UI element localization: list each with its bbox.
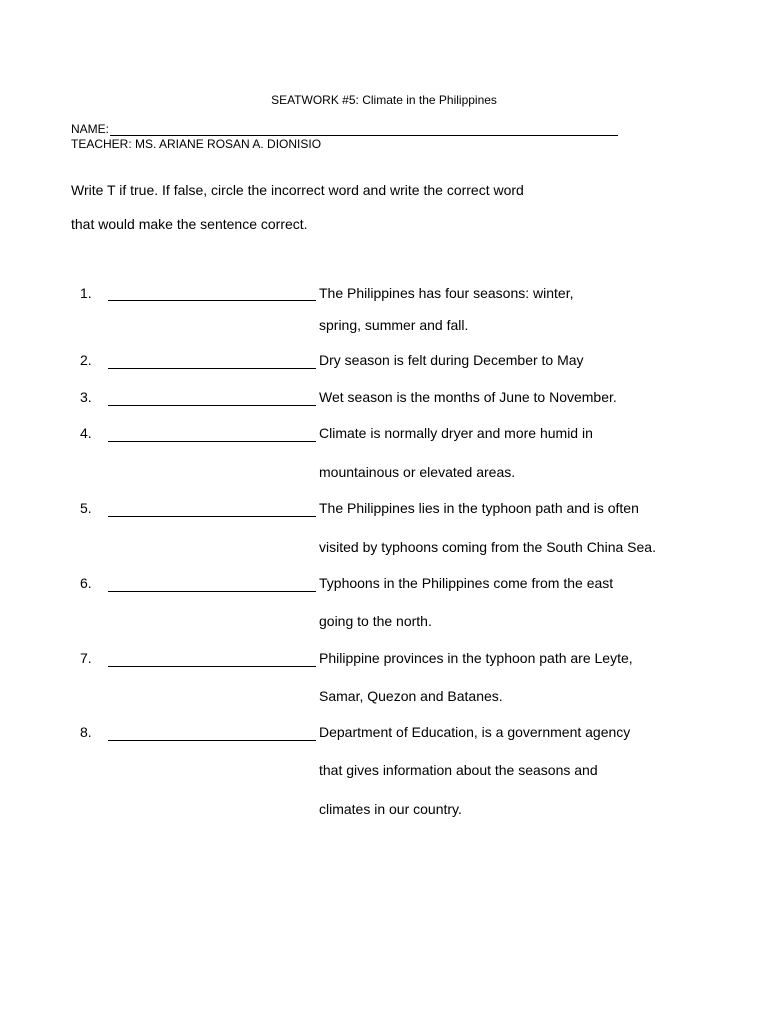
worksheet-title: SEATWORK #5: Climate in the Philippines xyxy=(271,93,497,107)
item-statement: Philippine provinces in the typhoon path are Leyte, xyxy=(319,650,633,666)
item-number: 7. xyxy=(80,650,92,666)
answer-blank[interactable] xyxy=(108,740,316,741)
answer-blank[interactable] xyxy=(108,666,316,667)
name-row xyxy=(71,123,618,136)
answer-blank[interactable] xyxy=(108,441,316,442)
item-number: 3. xyxy=(80,389,92,405)
item-statement: visited by typhoons coming from the South China Sea. xyxy=(319,539,656,555)
answer-blank[interactable] xyxy=(108,368,316,369)
item-number: 6. xyxy=(80,575,92,591)
answer-blank[interactable] xyxy=(108,591,316,592)
teacher-label: TEACHER: MS. ARIANE ROSAN A. DIONISIO xyxy=(71,137,322,151)
item-statement: mountainous or elevated areas. xyxy=(319,464,516,480)
answer-blank[interactable] xyxy=(108,300,316,301)
name-blank-line[interactable] xyxy=(110,124,618,136)
item-statement: Typhoons in the Philippines come from the east xyxy=(319,575,614,591)
item-statement: The Philippines lies in the typhoon path and is often xyxy=(319,500,639,516)
item-statement: that gives information about the seasons and xyxy=(319,762,598,778)
instructions-line-2: that would make the sentence correct. xyxy=(71,216,308,232)
item-statement: climates in our country. xyxy=(319,801,462,817)
item-number: 1. xyxy=(80,285,92,301)
item-number: 5. xyxy=(80,500,92,516)
instructions-line-1: Write T if true. If false, circle the incorrect word and write the correct word xyxy=(71,182,524,198)
name-label: NAME: xyxy=(71,122,110,136)
answer-blank[interactable] xyxy=(108,405,316,406)
item-statement: Climate is normally dryer and more humid in xyxy=(319,425,593,441)
item-statement: Samar, Quezon and Batanes. xyxy=(319,688,503,704)
item-statement: Department of Education, is a government agency xyxy=(319,724,631,740)
item-statement: spring, summer and fall. xyxy=(319,317,469,333)
answer-blank[interactable] xyxy=(108,516,316,517)
item-number: 8. xyxy=(80,724,92,740)
item-statement: Dry season is felt during December to May xyxy=(319,352,584,368)
item-number: 4. xyxy=(80,425,92,441)
item-statement: going to the north. xyxy=(319,613,432,629)
item-statement: Wet season is the months of June to November. xyxy=(319,389,617,405)
item-statement: The Philippines has four seasons: winter, xyxy=(319,285,574,301)
item-number: 2. xyxy=(80,352,92,368)
